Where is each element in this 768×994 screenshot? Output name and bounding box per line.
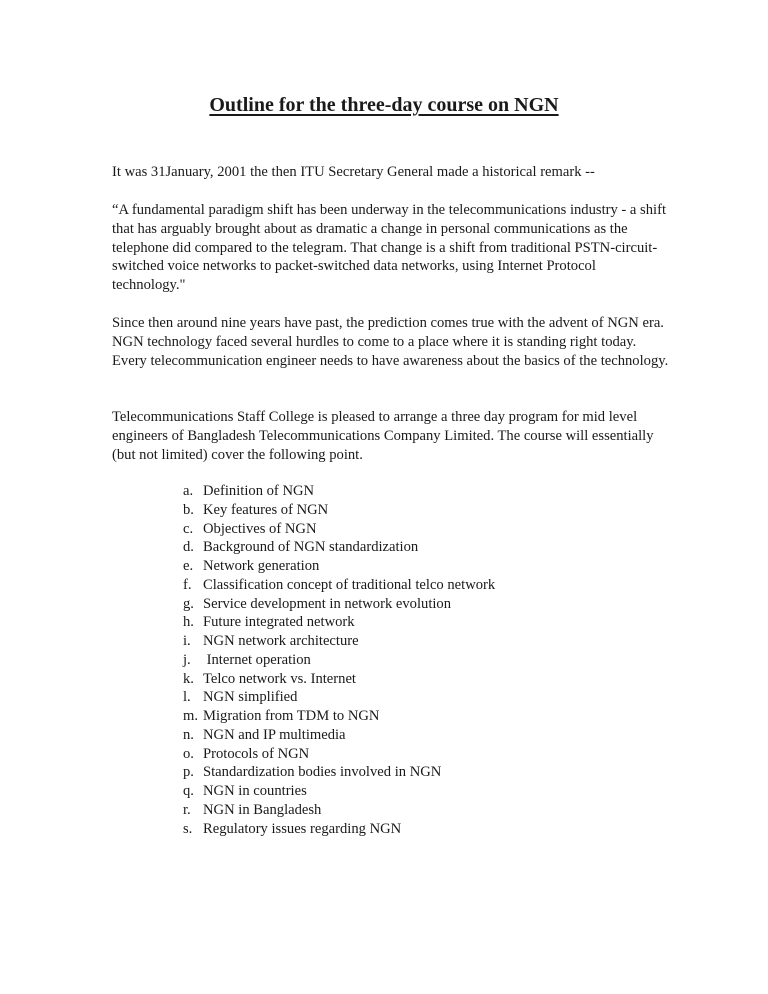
list-item-text: Definition of NGN <box>203 483 315 499</box>
list-item-letter: n. <box>183 726 194 743</box>
staff-college-paragraph: Telecommunications Staff College is pleased to arrange a three day program for mid level engineers of Bangladesh Telecommunications Company Limited. The course will essentially (but not limited) cover the following point. <box>112 409 654 463</box>
list-item-text: NGN in Bangladesh <box>203 801 322 818</box>
list-item-letter: o. <box>183 745 194 762</box>
list-item <box>160 651 495 670</box>
list-item <box>160 557 495 576</box>
list-item-letter: j. <box>183 651 191 668</box>
list-item <box>160 782 495 801</box>
list-item-letter: s. <box>183 820 193 837</box>
list-item-text: Classification concept of traditional telco network <box>203 576 496 593</box>
list-item-letter: h. <box>183 614 194 631</box>
list-item-letter: a. <box>183 483 194 499</box>
list-item <box>160 595 495 614</box>
list-item <box>160 820 495 839</box>
list-item <box>160 613 495 632</box>
document-title: Outline for the three-day course on NGN <box>209 94 559 116</box>
list-item-letter: c. <box>183 520 194 537</box>
list-item-letter: m. <box>183 708 198 724</box>
list-item <box>160 801 495 820</box>
list-item <box>160 670 495 689</box>
list-item-letter: b. <box>183 501 194 518</box>
list-item-letter: r. <box>183 801 191 818</box>
list-item-text: NGN and IP multimedia <box>203 726 346 743</box>
list-item <box>160 688 495 707</box>
list-item-text: Objectives of NGN <box>203 520 317 537</box>
list-item-text: NGN in countries <box>203 783 307 799</box>
list-item-letter: f. <box>183 576 192 593</box>
list-item <box>160 538 495 557</box>
topic-list <box>160 482 495 838</box>
list-item-letter: q. <box>183 783 194 799</box>
list-item <box>160 745 495 764</box>
list-item-text: Service development in network evolution <box>203 595 452 612</box>
intro-paragraph: It was 31January, 2001 the then ITU Secretary General made a historical remark -- <box>112 164 595 180</box>
list-item-text: Future integrated network <box>203 614 355 631</box>
list-item-letter: d. <box>183 539 194 556</box>
list-item-text: NGN network architecture <box>203 633 359 649</box>
list-item-text: Protocols of NGN <box>203 745 310 762</box>
quote-paragraph: “A fundamental paradigm shift has been underway in the telecommunications industry - a shift that has arguably brought about as dramatic a change in personal communications as the telephone did compared to the telegram. That change is a shift from traditional PSTN-circuit-switched voice networks to packet-switched data networks, using Internet Protocol technology." <box>112 202 667 294</box>
list-item-letter: k. <box>183 670 194 687</box>
list-item <box>160 632 495 651</box>
list-item <box>160 520 495 539</box>
since-paragraph: Since then around nine years have past, the prediction comes true with the advent of NGN era. NGN technology faced several hurdles to come to a place where it is standing right today. Every telecommunication engineer needs to have awareness about the basics of the technology. <box>112 315 669 369</box>
list-item <box>160 707 495 726</box>
list-item-letter: i. <box>183 633 191 649</box>
list-item-letter: p. <box>183 764 194 781</box>
list-item <box>160 726 495 745</box>
list-item <box>160 501 495 520</box>
list-item-text: Internet operation <box>203 651 311 668</box>
list-item-text: Migration from TDM to NGN <box>203 708 380 724</box>
list-item-text: NGN simplified <box>203 689 298 706</box>
list-item-text: Background of NGN standardization <box>203 539 419 556</box>
list-item <box>160 482 495 501</box>
list-item-letter: g. <box>183 595 194 612</box>
list-item-text: Telco network vs. Internet <box>203 670 356 687</box>
list-item-text: Network generation <box>203 558 320 574</box>
list-item <box>160 576 495 595</box>
list-item-letter: e. <box>183 558 194 574</box>
list-item-text: Standardization bodies involved in NGN <box>203 764 442 781</box>
list-item-text: Regulatory issues regarding NGN <box>203 820 402 837</box>
list-item-letter: l. <box>183 689 191 706</box>
list-item-text: Key features of NGN <box>203 501 329 518</box>
list-item <box>160 763 495 782</box>
